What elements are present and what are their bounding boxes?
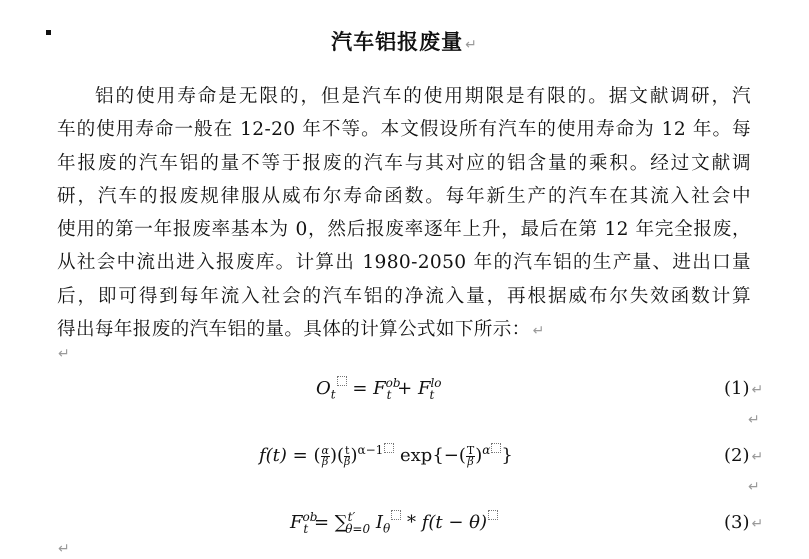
paragraph-line: 使用的第一年报废率基本为 0，然后报废率逐年上升，最后在第 12 年完全报废， xyxy=(57,219,751,241)
equation-1 xyxy=(316,376,442,402)
eq3-f: f(t − θ) xyxy=(421,512,487,533)
placeholder-box xyxy=(337,376,347,386)
paragraph-mark: ↵ xyxy=(465,37,478,53)
eq2-beta: β xyxy=(344,454,351,468)
eq3-lhs-sub: t xyxy=(303,521,309,536)
eq2-frac-alpha-beta xyxy=(321,443,330,468)
eq3-I: I xyxy=(375,512,383,533)
eq1-plus: + xyxy=(397,378,413,399)
placeholder-box xyxy=(391,510,401,520)
eq1-term1-sub: t xyxy=(386,387,392,402)
eq2-number: (2) xyxy=(724,445,750,466)
eq1-term2: F xyxy=(417,378,431,399)
paragraph-mark: ↵ xyxy=(58,346,70,362)
eq2-paren: ( xyxy=(336,445,345,466)
eq2-beta: β xyxy=(467,454,474,468)
paragraph-line: 从社会中流出进入报废库。计算出 1980-2050 年的汽车铝的生产量、进出口量 xyxy=(57,252,751,274)
eq3-lhs-sup: ob xyxy=(302,510,318,524)
eq3-equals: = xyxy=(313,512,330,533)
eq2-alpha-exp: α xyxy=(482,443,491,457)
placeholder-box xyxy=(384,443,394,453)
eq1-number: (1) xyxy=(724,378,750,399)
eq2-paren: ( xyxy=(313,445,321,466)
paragraph-line: 研，汽车的报废规律服从威布尔寿命函数。每年新生产的汽车在其流入社会中 xyxy=(57,185,751,207)
eq2-T: T xyxy=(466,443,475,457)
title-text: 汽车铝报废量 xyxy=(331,30,464,54)
paragraph-mark: ↵ xyxy=(751,449,764,465)
paragraph-mark: ↵ xyxy=(748,479,760,495)
eq1-term1-sup: ob xyxy=(385,376,401,390)
eq2-close: } xyxy=(501,445,513,466)
eq3-number: (3) xyxy=(724,512,750,533)
eq1-term1: F xyxy=(373,378,386,399)
eq1-lhs: O xyxy=(316,378,331,399)
equation-2 xyxy=(259,443,513,467)
eq2-func: f(t) = xyxy=(259,445,308,466)
eq2-exponent: α−1 xyxy=(357,443,384,457)
eq2-open: {−( xyxy=(432,445,466,466)
eq3-I-sub: θ xyxy=(382,521,391,536)
eq3-lhs: F xyxy=(290,512,303,533)
equation-number xyxy=(724,378,763,399)
eq2-exp: exp xyxy=(400,445,433,466)
eq1-term2-sub: t xyxy=(429,387,435,402)
paragraph-mark: ↵ xyxy=(751,382,764,398)
paragraph-line: 铝的使用寿命是无限的，但是汽车的使用期限是有限的。据文献调研，汽 xyxy=(95,86,751,107)
eq3-sum-sub: θ=0 xyxy=(345,521,371,536)
equation-number xyxy=(724,445,763,466)
paragraph-line xyxy=(57,313,751,346)
eq2-frac-T-beta xyxy=(466,443,475,468)
paragraph-mark: ↵ xyxy=(532,323,545,340)
eq1-equals: = xyxy=(352,378,368,399)
paragraph-line: 年报废的汽车铝的量不等于报废的汽车与其对应的铝含量的乘积。经过文献调 xyxy=(57,152,751,174)
document-title xyxy=(0,26,809,56)
equation-3 xyxy=(290,510,498,536)
eq2-paren: ) xyxy=(350,445,358,466)
eq2-paren: ) xyxy=(329,445,337,466)
paragraph-line: 后，即可得到每年流入社会的汽车铝的净流入量，再根据威布尔失效函数计算 xyxy=(57,285,751,307)
eq3-times: * xyxy=(406,512,416,533)
paragraph-mark: ↵ xyxy=(58,541,70,557)
eq2-t: t xyxy=(345,443,350,457)
eq2-alpha: α xyxy=(321,443,329,457)
paragraph-mark: ↵ xyxy=(751,516,764,532)
paragraph-mark: ↵ xyxy=(748,412,760,428)
placeholder-box xyxy=(488,510,498,520)
eq2-beta: β xyxy=(322,454,329,468)
eq3-sum-sup: t′ xyxy=(347,510,356,524)
eq3-sum: ∑ xyxy=(334,512,348,533)
eq1-lhs-sub: t xyxy=(330,387,336,402)
placeholder-box xyxy=(491,443,501,453)
eq1-term2-sup: lo xyxy=(430,376,442,390)
body-paragraph xyxy=(57,80,751,346)
eq2-paren: ) xyxy=(475,445,483,466)
equation-number xyxy=(724,512,763,533)
paragraph-line-text: 得出每年报废的汽车铝的量。具体的计算公式如下所示： xyxy=(57,319,531,341)
paragraph-line: 车的使用寿命一般在 12-20 年不等。本文假设所有汽车的使用寿命为 12 年。每 xyxy=(57,119,751,141)
